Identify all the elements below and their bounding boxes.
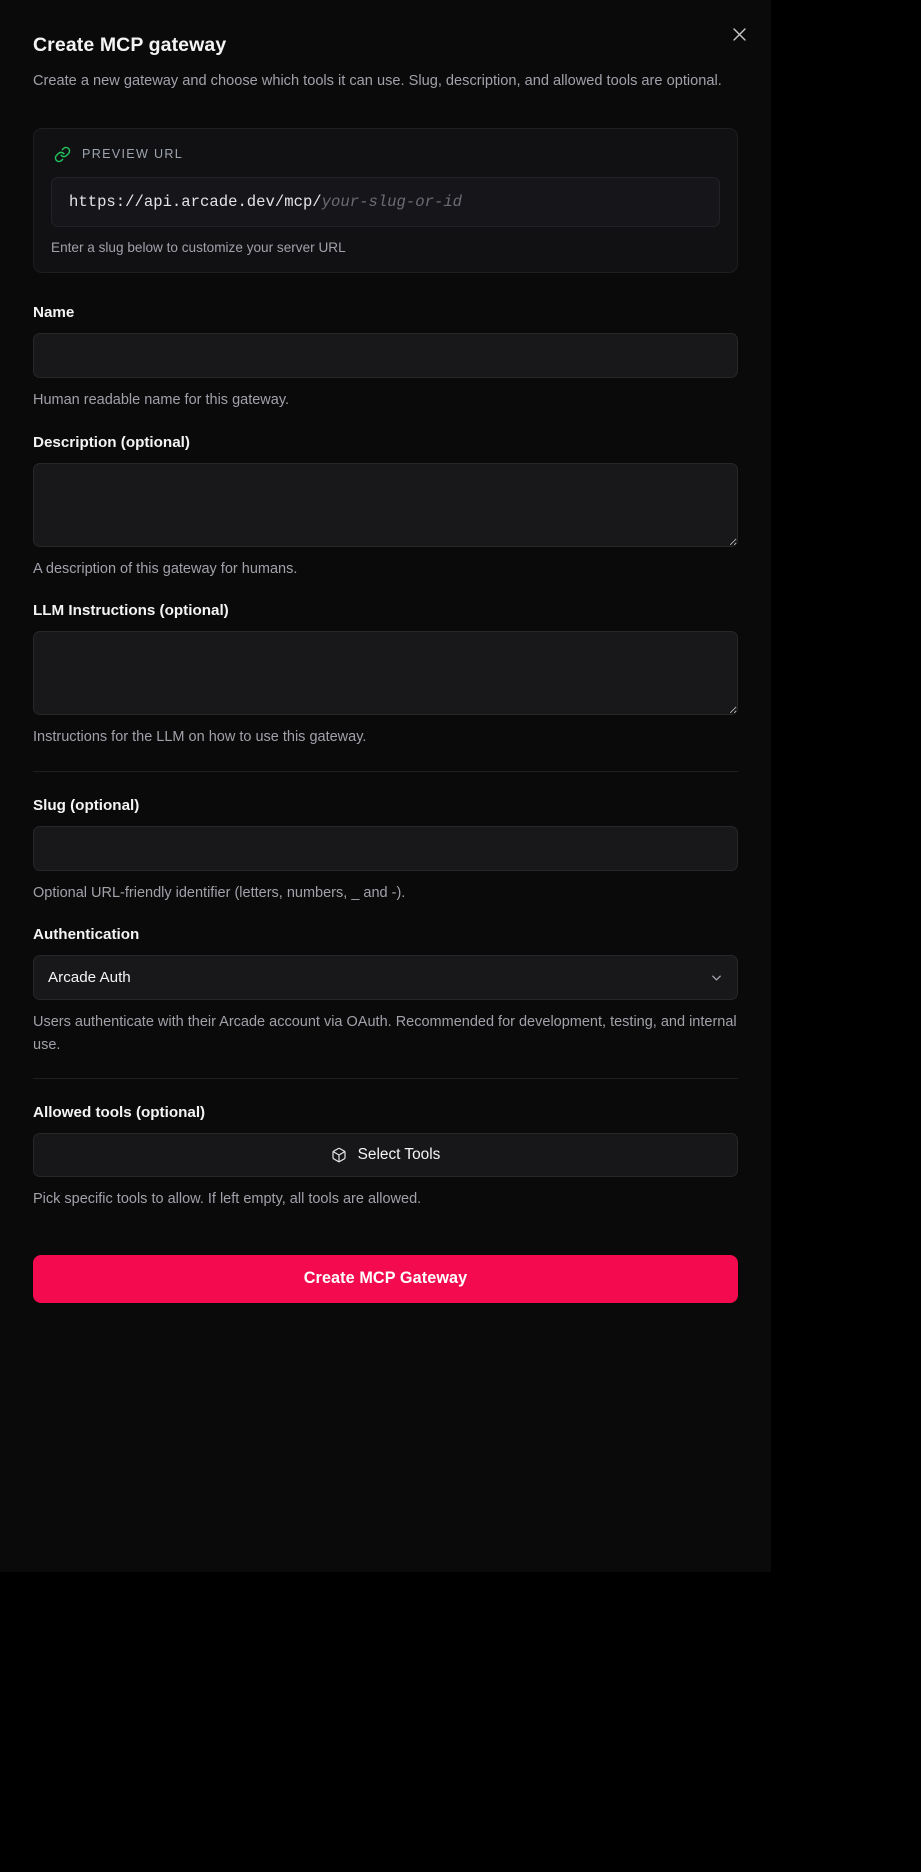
authentication-select[interactable]: [33, 955, 738, 1000]
create-mcp-gateway-button[interactable]: Create MCP Gateway: [33, 1255, 738, 1303]
preview-url-header: [51, 143, 720, 165]
link-icon-glyph: [54, 146, 71, 163]
preview-url-value: [51, 177, 720, 227]
preview-url-base: https://api.arcade.dev/mcp/: [69, 193, 322, 212]
authentication-helper: Users authenticate with their Arcade account via OAuth. Recommended for development, testing, and internal use.: [33, 1014, 737, 1053]
slug-helper: Optional URL-friendly identifier (letters, numbers, _ and -).: [33, 884, 406, 901]
divider: [33, 771, 738, 772]
close-icon[interactable]: [725, 20, 753, 48]
llm-instructions-helper: Instructions for the LLM on how to use this gateway.: [33, 729, 367, 746]
description-label: Description (optional): [33, 433, 190, 451]
select-tools-button-label: Select Tools: [357, 1146, 441, 1164]
link-icon: [51, 143, 73, 165]
dialog-subtitle: Create a new gateway and choose which tools it can use. Slug, description, and allowed tools are optional.: [33, 73, 722, 89]
name-input[interactable]: [33, 333, 738, 378]
select-tools-button[interactable]: [33, 1133, 738, 1177]
allowed-tools-label: Allowed tools (optional): [33, 1104, 206, 1122]
page-title: Create MCP gateway: [33, 34, 227, 56]
authentication-label: Authentication: [33, 926, 140, 944]
name-label: Name: [33, 304, 75, 322]
authentication-select-wrapper: [33, 955, 738, 1000]
name-helper: Human readable name for this gateway.: [33, 392, 290, 409]
preview-url-label: PREVIEW URL: [82, 147, 184, 162]
authentication-selected-value: Arcade Auth: [48, 969, 131, 987]
llm-instructions-input[interactable]: [33, 631, 738, 715]
cube-icon-glyph: [331, 1147, 347, 1163]
slug-input[interactable]: [33, 826, 738, 871]
preview-url-card: [33, 128, 738, 273]
llm-instructions-label: LLM Instructions (optional): [33, 602, 229, 620]
preview-url-slug-placeholder: your-slug-or-id: [321, 193, 463, 212]
slug-label: Slug (optional): [33, 796, 140, 814]
description-input[interactable]: [33, 463, 738, 547]
description-helper: A description of this gateway for humans.: [33, 560, 298, 577]
allowed-tools-helper: Pick specific tools to allow. If left empty, all tools are allowed.: [33, 1191, 422, 1208]
cube-icon: [331, 1147, 347, 1163]
close-icon-glyph: [732, 27, 747, 42]
divider-2: [33, 1078, 738, 1079]
preview-url-hint: Enter a slug below to customize your server URL: [51, 240, 346, 256]
